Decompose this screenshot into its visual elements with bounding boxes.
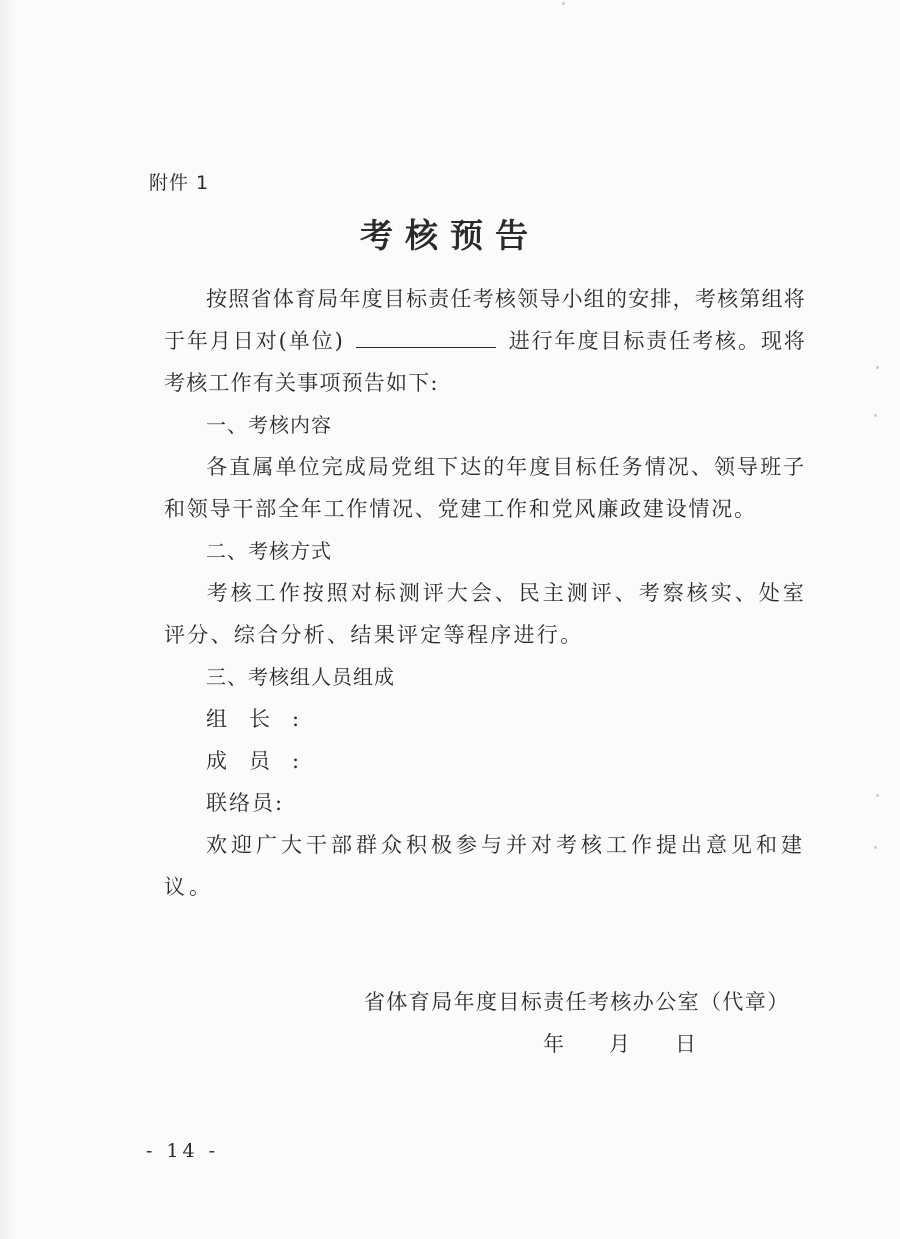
signature-date [543,1028,741,1058]
section-method-paragraph [164,572,806,656]
date-year: 年 [543,1032,564,1056]
document-title: 考核预告 [360,216,540,255]
intro-text-after: 进行年度目标责任考核。现将考核工作有关事项预告如下: [164,329,806,395]
section-heading-content: 一、考核内容 [206,413,332,437]
intro-paragraph [164,278,806,404]
signature-organization: 省体育局年度目标责任考核办公室（代章） [364,990,790,1014]
scan-speck [874,414,877,417]
member-leader: 组长: [206,707,322,731]
intro-text-before: 按照省体育局年度目标责任考核领导小组的安排，考核第组将于年月日对(单位) [164,287,806,353]
closing-text: 欢迎广大干部群众积极参与并对考核工作提出意见和建议。 [164,833,806,899]
section-content-text: 各直属单位完成局党组下达的年度目标任务情况、领导班子和领导干部全年工作情况、党建工作和党风廉政建设情况。 [164,455,806,521]
section-method-text: 考核工作按照对标测评大会、民主测评、考察核实、处室评分、综合分析、结果评定等程序进行。 [164,581,806,647]
scan-speck [874,846,877,849]
unit-blank-line [356,325,496,348]
section-heading-method: 二、考核方式 [206,539,332,563]
section-heading-members: 三、考核组人员组成 [206,665,395,689]
member-liaison: 联络员: [206,791,285,815]
scan-speck [876,366,879,369]
page-number: - 14 - [146,1140,220,1162]
member-members: 成员: [206,749,322,773]
scan-edge-shadow [0,0,18,1239]
date-month: 月 [609,1032,630,1056]
section-content-paragraph [164,446,806,530]
closing-paragraph [164,824,806,908]
scan-speck [562,2,565,5]
date-day: 日 [675,1032,696,1056]
scan-speck [876,794,879,797]
attachment-label: 附件 1 [149,172,210,194]
